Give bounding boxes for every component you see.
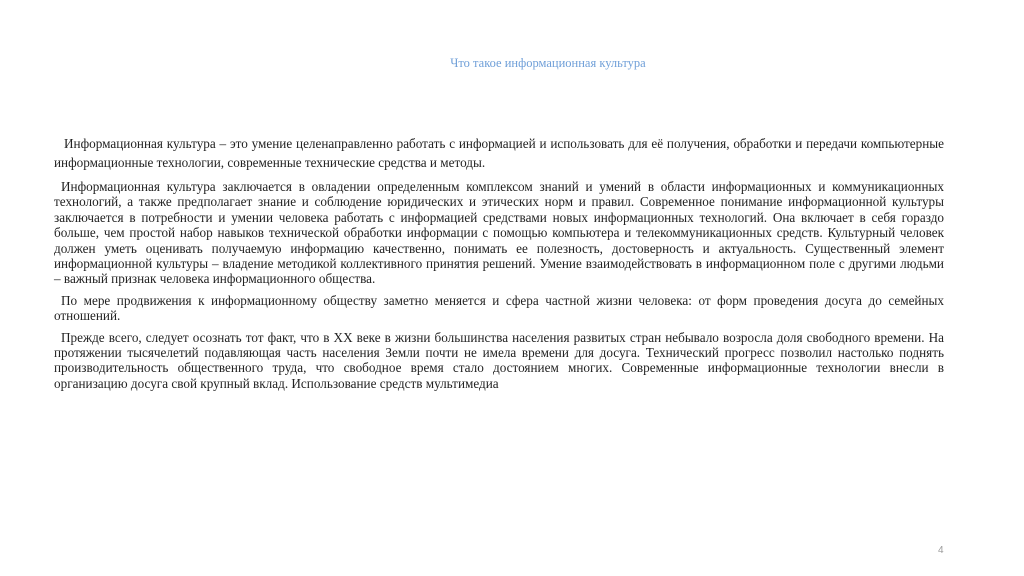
paragraph-private-life: По мере продвижения к информационному обществу заметно меняется и сфера частной жизни человека: от форм проведения досуга до семейных отношений.: [54, 292, 944, 324]
slide-body: [54, 134, 944, 397]
paragraph-free-time: Прежде всего, следует осознать тот факт, что в XX веке в жизни большинства населения развитых стран небывало возросла доля свободного времени. На протяжении тысячелетий подавляющая часть населения Земли почти не имела времени для досуга. Технический прогресс позволил настолько поднять производительность общественного труда, что свободное время стало достоянием многих. Современные информационные технологии внесли в организацию досуга свой крупный вклад. Использование средств мультимедиа: [54, 329, 944, 391]
paragraph-definition: Информационная культура – это умение целенаправленно работать с информацией и использовать для её получения, обработки и передачи компьютерные информационные технологии, современные технические средства и методы.: [54, 136, 944, 170]
page-number: 4: [938, 545, 944, 556]
slide-title: Что такое информационная культура: [450, 56, 646, 70]
paragraph-components: Информационная культура заключается в овладении определенным комплексом знаний и умений в области информационных и коммуникационных технологий, а также предполагает знание и соблюдение юридических и этических норм и правил. Современное понимание информационной культуры заключается в потребности и умении человека работать с информацией средствами новых информационных технологий. Она включает в себя гораздо больше, чем простой набор навыков технической обработки информации с помощью компьютера и телекоммуникационных средств. Культурный человек должен уметь оценивать получаемую информацию качественно, понимать ее полезность, достоверность и актуальность. Существенный элемент информационной культуры – владение методикой коллективного принятия решений. Умение взаимодействовать в информационном поле с другими людьми – важный признак человека информационного общества.: [54, 179, 944, 287]
